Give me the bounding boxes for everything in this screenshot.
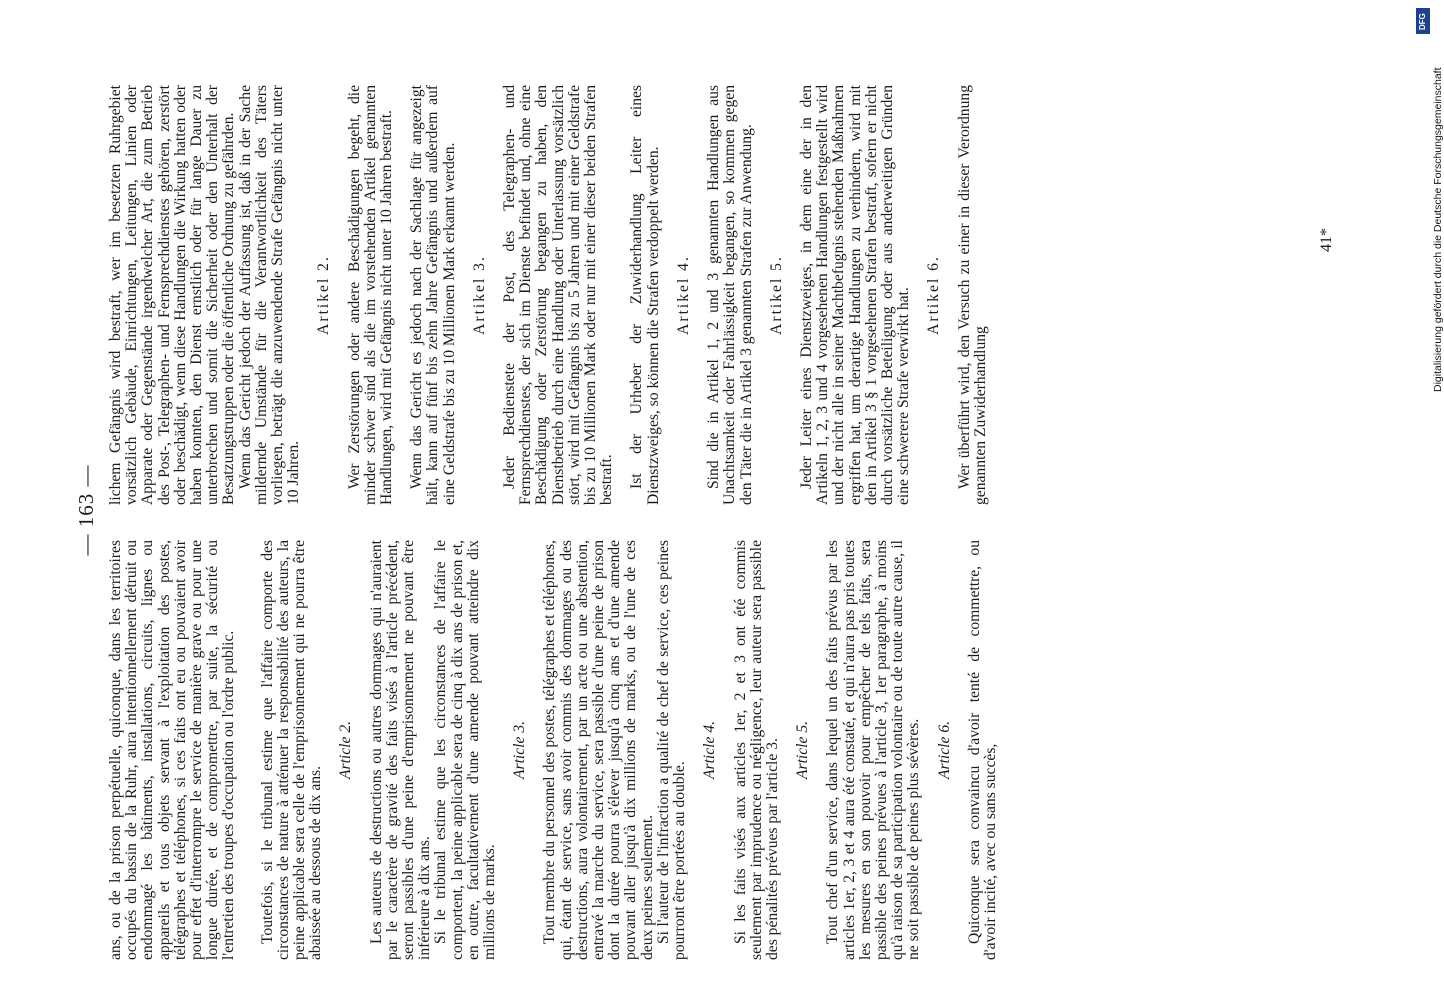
french-intro: ans, ou de la prison perpétuelle, quiconque, dans les territoires occupés du bassin de la Ruhr, aura intentionnellement détruit ou endommagé les bâtiments, installations, circuits, lignes ou appareils et tous objets servant à l'exploitation des postes, télégraphes et téléphones, si ces faits ont eu ou pouvaient avoir pour effet d'interrompre le service de manière grave ou pour une longue durée, et de compromettre, par suite, la sécurité ou l'entretien des troupes d'occupation ou l'ordre public.	[107, 540, 238, 960]
french-paragraph: Les auteurs de destructions ou autres dommages qui n'auraient par le caractère de gravité des faits visés à l'article précédent, seront passibles d'une peine d'emprisonnement ne pouvant être inférieure à dix ans.	[367, 540, 434, 960]
french-paragraph: Quiconque sera convaincu d'avoir tenté de commettre, ou d'avoir incité, avec ou sans succès,	[965, 540, 999, 960]
dfg-logo	[1416, 8, 1430, 34]
german-paragraph: Sind die in Artikel 1, 2 und 3 genannten Handlungen aus Unachtsamkeit oder Fahrlässigkeit begangen, so kommen gegen den Täter die in Artikel 3 genannten Strafen zur Anwendung.	[705, 85, 755, 505]
german-paragraph: Wenn das Gericht es jedoch nach der Sachlage für angezeigt hält, kann auf fünf bis zehn Jahre Gefängnis und außerdem auf eine Geldstrafe bis zu 10 Millionen Mark erkannt werden.	[408, 85, 458, 505]
french-article-heading: Article 2.	[337, 720, 355, 780]
french-paragraph: Tout chef d'un service, dans lequel un des faits prévus par les articles 1er, 2, 3 et 4 aura été constaté, et qui n'aura pas pris toutes les mesures en son pouvoir pour empêcher de tels faits, sera passible des peines prévues à l'article 3, 1er paragraphe, à moins qu'à raison de sa participation volontaire ou de toute autre cause, il ne soit passible de peines plus sévères.	[824, 540, 923, 960]
german-paragraph: Wer Zerstörungen oder andere Beschädigungen begeht, die minder schwer sind als die im vorstehenden Artikel genannten Handlungen, wird mit Gefängnis nicht unter 10 Jahren bestraft.	[345, 85, 396, 505]
german-intro: lichem Gefängnis wird bestraft, wer im besetzten Ruhrgebiet vorsätzlich Gebäude, Einrichtungen, Leitungen, Linien oder Apparate oder Gegenstände irgendwelcher Art, die zum Betrieb des Post-, Telegraphen- und Fernsprechdienstes gehören, zerstört oder beschädigt, wenn diese Handlungen die Wirkung hatten oder haben konnten, den Dienst ernstlich oder für lange Dauer zu unterbrechen und somit die Sicherheit oder den Unterhalt der Besatzungstruppen oder die öffentliche Ordnung zu gefährden.	[107, 85, 238, 505]
german-article-heading: Artikel 2.	[315, 255, 333, 335]
french-article-heading: Article 5.	[794, 720, 812, 780]
german-column	[108, 85, 989, 505]
german-paragraph: Jeder Bedienstete der Post, des Telegraphen- und Fernsprechdienstes, der sich im Dienste befindet und, ohne eine Beschädigung oder Zerstörung begangen zu haben, den Dienstbetrieb durch eine Handlung oder Unterlassung vorsätzlich stört, wird mit Gefängnis bis zu 5 Jahren und mit einer Geldstrafe bis zu 10 Millionen Mark oder nur mit einer dieser beiden Strafen bestraft.	[501, 85, 616, 505]
french-paragraph: Tout membre du personnel des postes, télégraphes et téléphones, qui, étant de service, sans avoir commis des dommages ou des destructions, aura volontairement, par un acte ou une abstention, entravé la marche du service, sera passible d'une peine de prison dont la durée pourra s'élever jusqu'à cinq ans et d'une amende pouvant aller jusqu'à dix millions de marks, ou de l'une de ces deux peines seulement.	[541, 540, 656, 960]
german-paragraph: Wenn das Gericht jedoch der Auffassung ist, daß in der Sache mildernde Umstände für die Verantwortlichkeit des Täters vorliegen, beträgt die anzuwendende Strafe Gefängnis nicht unter 10 Jahren.	[236, 85, 303, 505]
french-paragraph: Si l'auteur de l'infraction a qualité de chef de service, ces peines pourront être portées au double.	[654, 540, 689, 960]
folio-number: 41*	[1318, 228, 1335, 252]
french-article-heading: Article 4.	[701, 720, 719, 780]
french-article-heading: Article 6.	[935, 720, 953, 780]
german-article-heading: Artikel 4.	[674, 255, 692, 335]
german-paragraph: Wer überführt wird, den Versuch zu einer in dieser Verordnung genannten Zuwiderhandlung	[955, 85, 989, 505]
german-article-heading: Artikel 6.	[925, 255, 943, 335]
page-number: — 163 —	[74, 464, 98, 556]
german-article-heading: Artikel 5.	[767, 255, 785, 335]
french-column	[108, 540, 999, 960]
rotated-page-body	[74, 80, 1340, 960]
german-article-heading: Artikel 3.	[470, 255, 488, 335]
german-paragraph: Ist der Urheber der Zuwiderhandlung Leiter eines Dienstzweiges, so können die Strafen verdoppelt werden.	[628, 85, 662, 505]
french-article-heading: Article 3.	[511, 720, 529, 780]
french-paragraph: Toutefois, si le tribunal estime que l'affaire comporte des circonstances de nature à atténuer la responsabilité des auteurs, la peine applicable sera celle de l'emprisonnement qui ne pourra être abaissée au dessous de dix ans.	[258, 540, 325, 960]
dfg-logo-text: DFG	[1418, 13, 1427, 30]
french-paragraph: Si les faits visés aux articles 1er, 2 et 3 ont été commis seulement par imprudence ou négligence, leur auteur sera passible des pénalités prévues par l'article 3.	[731, 540, 781, 960]
french-paragraph: Si le tribunal estime que les circonstances de l'affaire le comportent, la peine applicable sera de cinq à dix ans de prison et, en outre, facultativement d'une amende pouvant atteindre dix millions de marks.	[432, 540, 499, 960]
german-paragraph: Jeder Leiter eines Dienstzweiges, in dem eine der in den Artikeln 1, 2, 3 und 4 vorgesehenen Handlungen festgestellt wird und der nicht alle in seiner Machtbefugnis stehenden Maßnahmen ergriffen hat, um derartige Handlungen zu verhindern, wird mit den in Artikel 3 § 1 vorgesehenen Strafen bestraft, sofern er nicht durch vorsätzliche Beteiligung oder aus anderweitigen Gründen eine schwerere Strafe verwirkt hat.	[797, 85, 913, 505]
digitization-credit: Digitalisierung gefördert durch die Deutsche Forschungsgemeinschaft	[1432, 67, 1444, 392]
